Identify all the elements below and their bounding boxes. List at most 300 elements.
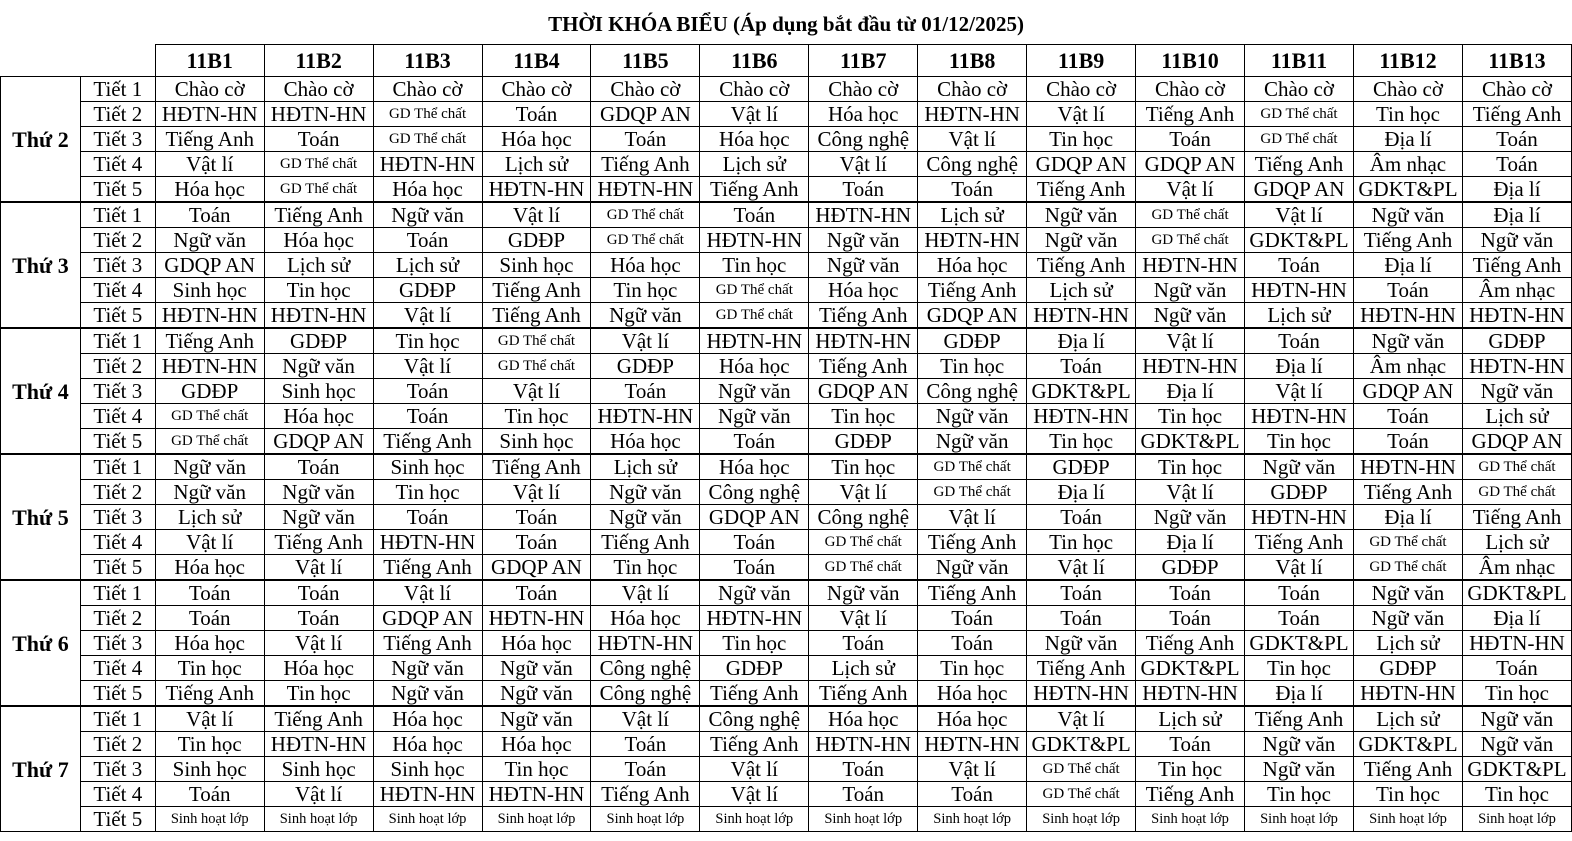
subject-cell: Lịch sử xyxy=(264,253,373,278)
subject-cell: Hóa học xyxy=(264,404,373,429)
period-label: Tiết 3 xyxy=(80,127,155,152)
subject-cell: HĐTN-HN xyxy=(1462,631,1571,656)
subject-cell: GD Thể chất xyxy=(373,102,482,127)
subject-cell: GDĐP xyxy=(918,328,1027,354)
subject-cell: Tin học xyxy=(1245,656,1354,681)
subject-cell: Ngữ văn xyxy=(809,228,918,253)
subject-cell: Ngữ văn xyxy=(1462,706,1571,732)
subject-cell: Ngữ văn xyxy=(918,555,1027,581)
subject-cell: HĐTN-HN xyxy=(1027,303,1136,329)
subject-cell: Ngữ văn xyxy=(1136,278,1245,303)
subject-cell: Ngữ văn xyxy=(264,354,373,379)
subject-cell: Sinh hoạt lớp xyxy=(1353,807,1462,832)
subject-cell: Hóa học xyxy=(809,706,918,732)
subject-cell: Hóa học xyxy=(155,631,264,656)
subject-cell: Sinh học xyxy=(264,379,373,404)
subject-cell: GDQP AN xyxy=(1353,379,1462,404)
subject-cell: Toán xyxy=(373,379,482,404)
subject-cell: GD Thể chất xyxy=(1462,454,1571,480)
subject-cell: Ngữ văn xyxy=(1245,732,1354,757)
subject-cell: Tin học xyxy=(373,328,482,354)
subject-cell: Tin học xyxy=(700,253,809,278)
subject-cell: GDQP AN xyxy=(700,505,809,530)
subject-cell: Lịch sử xyxy=(1353,706,1462,732)
subject-cell: Tin học xyxy=(373,480,482,505)
subject-cell: Tin học xyxy=(1462,782,1571,807)
subject-cell: GDĐP xyxy=(700,656,809,681)
subject-cell: Chào cờ xyxy=(1027,77,1136,102)
subject-cell: HĐTN-HN xyxy=(1462,303,1571,329)
subject-cell: Tiếng Anh xyxy=(918,580,1027,606)
class-header: 11B6 xyxy=(700,45,809,77)
subject-cell: Ngữ văn xyxy=(482,656,591,681)
class-header: 11B7 xyxy=(809,45,918,77)
subject-cell: Hóa học xyxy=(918,681,1027,707)
period-row xyxy=(1,480,1572,505)
subject-cell: Tin học xyxy=(264,681,373,707)
subject-cell: GD Thể chất xyxy=(1245,127,1354,152)
period-row xyxy=(1,379,1572,404)
subject-cell: Ngữ văn xyxy=(155,480,264,505)
subject-cell: HĐTN-HN xyxy=(155,303,264,329)
period-label: Tiết 1 xyxy=(80,202,155,228)
subject-cell: Tiếng Anh xyxy=(482,454,591,480)
subject-cell: Sinh hoạt lớp xyxy=(482,807,591,832)
subject-cell: GDKT&PL xyxy=(1353,732,1462,757)
subject-cell: Tin học xyxy=(918,354,1027,379)
subject-cell: Tiếng Anh xyxy=(700,177,809,203)
subject-cell: Địa lí xyxy=(1245,354,1354,379)
period-row xyxy=(1,606,1572,631)
subject-cell: Vật lí xyxy=(155,706,264,732)
subject-cell: Sinh học xyxy=(155,278,264,303)
subject-cell: Hóa học xyxy=(809,278,918,303)
subject-cell: Vật lí xyxy=(373,303,482,329)
subject-cell: GDQP AN xyxy=(1136,152,1245,177)
period-label: Tiết 1 xyxy=(80,580,155,606)
subject-cell: Tiếng Anh xyxy=(1136,102,1245,127)
subject-cell: GDKT&PL xyxy=(1136,429,1245,455)
subject-cell: HĐTN-HN xyxy=(1353,454,1462,480)
period-label: Tiết 1 xyxy=(80,328,155,354)
subject-cell: Tin học xyxy=(1136,757,1245,782)
subject-cell: Tiếng Anh xyxy=(264,706,373,732)
period-row xyxy=(1,505,1572,530)
subject-cell: Chào cờ xyxy=(1245,77,1354,102)
subject-cell: Lịch sử xyxy=(700,152,809,177)
subject-cell: Chào cờ xyxy=(918,77,1027,102)
day-label: Thứ 7 xyxy=(1,706,81,832)
subject-cell: Lịch sử xyxy=(591,454,700,480)
subject-cell: GDQP AN xyxy=(264,429,373,455)
subject-cell: Lịch sử xyxy=(1462,404,1571,429)
subject-cell: Toán xyxy=(1462,152,1571,177)
subject-cell: Tiếng Anh xyxy=(1027,177,1136,203)
subject-cell: Sinh hoạt lớp xyxy=(155,807,264,832)
subject-cell: Tiếng Anh xyxy=(1027,253,1136,278)
day-label: Thứ 3 xyxy=(1,202,81,328)
subject-cell: GDKT&PL xyxy=(1462,580,1571,606)
subject-cell: Hóa học xyxy=(591,253,700,278)
subject-cell: GD Thể chất xyxy=(1027,757,1136,782)
subject-cell: HĐTN-HN xyxy=(373,152,482,177)
period-row xyxy=(1,354,1572,379)
subject-cell: Ngữ văn xyxy=(155,228,264,253)
subject-cell: GD Thể chất xyxy=(809,530,918,555)
subject-cell: Vật lí xyxy=(1027,102,1136,127)
subject-cell: Tiếng Anh xyxy=(1353,757,1462,782)
period-row xyxy=(1,631,1572,656)
subject-cell: Sinh học xyxy=(482,253,591,278)
subject-cell: GD Thể chất xyxy=(155,429,264,455)
subject-cell: GDQP AN xyxy=(155,253,264,278)
subject-cell: GD Thể chất xyxy=(482,328,591,354)
subject-cell: Ngữ văn xyxy=(1353,580,1462,606)
subject-cell: Vật lí xyxy=(482,480,591,505)
subject-cell: GDKT&PL xyxy=(1245,228,1354,253)
period-label: Tiết 5 xyxy=(80,555,155,581)
subject-cell: Vật lí xyxy=(918,757,1027,782)
subject-cell: Vật lí xyxy=(264,555,373,581)
day-label: Thứ 4 xyxy=(1,328,81,454)
subject-cell: GDQP AN xyxy=(918,303,1027,329)
subject-cell: Lịch sử xyxy=(155,505,264,530)
class-header: 11B3 xyxy=(373,45,482,77)
subject-cell: Vật lí xyxy=(918,127,1027,152)
subject-cell: GDKT&PL xyxy=(1027,379,1136,404)
subject-cell: Lịch sử xyxy=(482,152,591,177)
period-label: Tiết 4 xyxy=(80,404,155,429)
subject-cell: HĐTN-HN xyxy=(482,177,591,203)
subject-cell: HĐTN-HN xyxy=(591,631,700,656)
subject-cell: Địa lí xyxy=(1462,177,1571,203)
subject-cell: Tin học xyxy=(809,454,918,480)
subject-cell: Toán xyxy=(591,127,700,152)
subject-cell: GD Thể chất xyxy=(918,454,1027,480)
subject-cell: Toán xyxy=(264,580,373,606)
subject-cell: Địa lí xyxy=(1462,606,1571,631)
subject-cell: Chào cờ xyxy=(155,77,264,102)
subject-cell: Tiếng Anh xyxy=(700,732,809,757)
subject-cell: Tin học xyxy=(155,732,264,757)
subject-cell: Hóa học xyxy=(373,177,482,203)
period-row xyxy=(1,102,1572,127)
subject-cell: HĐTN-HN xyxy=(155,354,264,379)
subject-cell: GDĐP xyxy=(591,354,700,379)
subject-cell: Vật lí xyxy=(700,102,809,127)
subject-cell: Tin học xyxy=(1027,127,1136,152)
subject-cell: Ngữ văn xyxy=(482,681,591,707)
subject-cell: Địa lí xyxy=(1136,530,1245,555)
subject-cell: Công nghệ xyxy=(809,505,918,530)
subject-cell: HĐTN-HN xyxy=(1136,681,1245,707)
period-row xyxy=(1,228,1572,253)
subject-cell: GD Thể chất xyxy=(1462,480,1571,505)
subject-cell: HĐTN-HN xyxy=(264,303,373,329)
subject-cell: Sinh học xyxy=(264,757,373,782)
period-row xyxy=(1,152,1572,177)
period-label: Tiết 5 xyxy=(80,429,155,455)
page-title: THỜI KHÓA BIỂU (Áp dụng bắt đầu từ 01/12/2025) xyxy=(548,12,1024,36)
subject-cell: GD Thể chất xyxy=(264,177,373,203)
subject-cell: Toán xyxy=(482,505,591,530)
subject-cell: Tin học xyxy=(1136,454,1245,480)
day-label: Thứ 5 xyxy=(1,454,81,580)
subject-cell: Vật lí xyxy=(700,757,809,782)
period-label: Tiết 2 xyxy=(80,228,155,253)
subject-cell: Tiếng Anh xyxy=(591,530,700,555)
subject-cell: Công nghệ xyxy=(591,656,700,681)
subject-cell: Toán xyxy=(591,757,700,782)
period-label: Tiết 4 xyxy=(80,152,155,177)
subject-cell: Sinh học xyxy=(482,429,591,455)
subject-cell: GD Thể chất xyxy=(482,354,591,379)
subject-cell: Tiếng Anh xyxy=(373,631,482,656)
subject-cell: Vật lí xyxy=(1136,328,1245,354)
subject-cell: Công nghệ xyxy=(700,480,809,505)
subject-cell: HĐTN-HN xyxy=(809,328,918,354)
class-header: 11B1 xyxy=(155,45,264,77)
subject-cell: GDĐP xyxy=(482,228,591,253)
subject-cell: Tiếng Anh xyxy=(1027,656,1136,681)
subject-cell: Địa lí xyxy=(1353,253,1462,278)
subject-cell: Chào cờ xyxy=(700,77,809,102)
subject-cell: Toán xyxy=(591,379,700,404)
subject-cell: Ngữ văn xyxy=(700,404,809,429)
period-label: Tiết 2 xyxy=(80,102,155,127)
subject-cell: Hóa học xyxy=(918,253,1027,278)
subject-cell: Ngữ văn xyxy=(1245,454,1354,480)
subject-cell: Âm nhạc xyxy=(1353,354,1462,379)
subject-cell: GDĐP xyxy=(373,278,482,303)
subject-cell: Tin học xyxy=(264,278,373,303)
subject-cell: GD Thể chất xyxy=(918,480,1027,505)
subject-cell: HĐTN-HN xyxy=(591,177,700,203)
subject-cell: Vật lí xyxy=(809,152,918,177)
subject-cell: Lịch sử xyxy=(809,656,918,681)
period-row xyxy=(1,404,1572,429)
period-label: Tiết 2 xyxy=(80,480,155,505)
subject-cell: Toán xyxy=(1027,505,1136,530)
period-row xyxy=(1,530,1572,555)
subject-cell: Toán xyxy=(373,228,482,253)
subject-cell: GD Thể chất xyxy=(700,303,809,329)
subject-cell: Hóa học xyxy=(373,732,482,757)
subject-cell: Sinh hoạt lớp xyxy=(1245,807,1354,832)
subject-cell: HĐTN-HN xyxy=(700,606,809,631)
subject-cell: Ngữ văn xyxy=(591,480,700,505)
subject-cell: HĐTN-HN xyxy=(1245,278,1354,303)
subject-cell: Tiếng Anh xyxy=(155,328,264,354)
period-label: Tiết 5 xyxy=(80,681,155,707)
subject-cell: HĐTN-HN xyxy=(482,606,591,631)
subject-cell: GDQP AN xyxy=(591,102,700,127)
subject-cell: Tin học xyxy=(1245,782,1354,807)
subject-cell: HĐTN-HN xyxy=(809,202,918,228)
subject-cell: Ngữ văn xyxy=(482,706,591,732)
subject-cell: Toán xyxy=(918,631,1027,656)
subject-cell: GDĐP xyxy=(264,328,373,354)
period-row xyxy=(1,177,1572,203)
subject-cell: Tiếng Anh xyxy=(1245,152,1354,177)
subject-cell: Vật lí xyxy=(373,580,482,606)
subject-cell: Địa lí xyxy=(1136,379,1245,404)
subject-cell: Sinh hoạt lớp xyxy=(591,807,700,832)
subject-cell: Toán xyxy=(918,177,1027,203)
subject-cell: Sinh hoạt lớp xyxy=(373,807,482,832)
subject-cell: Công nghệ xyxy=(700,706,809,732)
subject-cell: HĐTN-HN xyxy=(373,782,482,807)
subject-cell: Ngữ văn xyxy=(155,454,264,480)
period-row xyxy=(1,580,1572,606)
subject-cell: GDKT&PL xyxy=(1027,732,1136,757)
subject-cell: HĐTN-HN xyxy=(1027,681,1136,707)
subject-cell: Toán xyxy=(1245,253,1354,278)
subject-cell: Toán xyxy=(591,732,700,757)
period-label: Tiết 3 xyxy=(80,379,155,404)
subject-cell: Ngữ văn xyxy=(700,379,809,404)
subject-cell: Toán xyxy=(1027,580,1136,606)
subject-cell: Sinh hoạt lớp xyxy=(918,807,1027,832)
subject-cell: Ngữ văn xyxy=(918,404,1027,429)
subject-cell: Tiếng Anh xyxy=(1136,782,1245,807)
subject-cell: Toán xyxy=(1245,606,1354,631)
subject-cell: HĐTN-HN xyxy=(918,102,1027,127)
subject-cell: Toán xyxy=(264,454,373,480)
subject-cell: Toán xyxy=(809,757,918,782)
subject-cell: Toán xyxy=(1353,429,1462,455)
subject-cell: Tiếng Anh xyxy=(155,127,264,152)
subject-cell: Chào cờ xyxy=(1136,77,1245,102)
period-row xyxy=(1,253,1572,278)
subject-cell: Sinh hoạt lớp xyxy=(264,807,373,832)
subject-cell: Toán xyxy=(373,404,482,429)
period-label: Tiết 1 xyxy=(80,77,155,102)
subject-cell: Ngữ văn xyxy=(1353,328,1462,354)
subject-cell: Tiếng Anh xyxy=(809,303,918,329)
subject-cell: Tiếng Anh xyxy=(591,782,700,807)
subject-cell: Ngữ văn xyxy=(1462,732,1571,757)
class-header: 11B9 xyxy=(1027,45,1136,77)
subject-cell: Vật lí xyxy=(809,606,918,631)
subject-cell: Sinh hoạt lớp xyxy=(1027,807,1136,832)
subject-cell: Ngữ văn xyxy=(809,580,918,606)
subject-cell: Chào cờ xyxy=(809,77,918,102)
subject-cell: Lịch sử xyxy=(1136,706,1245,732)
period-row xyxy=(1,706,1572,732)
subject-cell: Tiếng Anh xyxy=(1353,480,1462,505)
subject-cell: Vật lí xyxy=(482,202,591,228)
subject-cell: GD Thể chất xyxy=(1245,102,1354,127)
class-header: 11B11 xyxy=(1245,45,1354,77)
subject-cell: Lịch sử xyxy=(918,202,1027,228)
subject-cell: Vật lí xyxy=(155,152,264,177)
period-row xyxy=(1,807,1572,832)
subject-cell: HĐTN-HN xyxy=(591,404,700,429)
subject-cell: Toán xyxy=(155,202,264,228)
subject-cell: Toán xyxy=(155,606,264,631)
subject-cell: Hóa học xyxy=(809,102,918,127)
subject-cell: Hóa học xyxy=(700,127,809,152)
period-label: Tiết 5 xyxy=(80,177,155,203)
subject-cell: Chào cờ xyxy=(591,77,700,102)
period-label: Tiết 3 xyxy=(80,505,155,530)
subject-cell: Âm nhạc xyxy=(1462,555,1571,581)
subject-cell: Chào cờ xyxy=(1462,77,1571,102)
subject-cell: GDĐP xyxy=(1245,480,1354,505)
subject-cell: HĐTN-HN xyxy=(918,732,1027,757)
subject-cell: HĐTN-HN xyxy=(264,102,373,127)
subject-cell: HĐTN-HN xyxy=(1136,253,1245,278)
subject-cell: Hóa học xyxy=(264,656,373,681)
subject-cell: Tiếng Anh xyxy=(482,303,591,329)
day-label: Thứ 6 xyxy=(1,580,81,706)
subject-cell: HĐTN-HN xyxy=(264,732,373,757)
corner-cell xyxy=(1,45,156,77)
class-header: 11B13 xyxy=(1462,45,1571,77)
subject-cell: Toán xyxy=(155,580,264,606)
subject-cell: GDKT&PL xyxy=(1353,177,1462,203)
period-label: Tiết 2 xyxy=(80,606,155,631)
subject-cell: Toán xyxy=(482,530,591,555)
subject-cell: GDKT&PL xyxy=(1245,631,1354,656)
subject-cell: Tiếng Anh xyxy=(700,681,809,707)
subject-cell: Địa lí xyxy=(1353,127,1462,152)
subject-cell: Toán xyxy=(700,555,809,581)
subject-cell: GDĐP xyxy=(1027,454,1136,480)
subject-cell: Tiếng Anh xyxy=(1353,228,1462,253)
subject-cell: Toán xyxy=(1245,328,1354,354)
subject-cell: Ngữ văn xyxy=(1027,631,1136,656)
subject-cell: Vật lí xyxy=(264,631,373,656)
subject-cell: HĐTN-HN xyxy=(155,102,264,127)
subject-cell: Vật lí xyxy=(1136,480,1245,505)
period-row xyxy=(1,328,1572,354)
subject-cell: HĐTN-HN xyxy=(1353,303,1462,329)
subject-cell: Toán xyxy=(1353,278,1462,303)
period-label: Tiết 3 xyxy=(80,631,155,656)
period-label: Tiết 3 xyxy=(80,253,155,278)
subject-cell: Vật lí xyxy=(591,706,700,732)
period-row xyxy=(1,429,1572,455)
subject-cell: Tiếng Anh xyxy=(373,555,482,581)
subject-cell: Công nghệ xyxy=(918,379,1027,404)
subject-cell: HĐTN-HN xyxy=(1462,354,1571,379)
subject-cell: Vật lí xyxy=(918,505,1027,530)
timetable-body xyxy=(1,77,1572,832)
subject-cell: Hóa học xyxy=(591,429,700,455)
subject-cell: HĐTN-HN xyxy=(1353,681,1462,707)
subject-cell: Tiếng Anh xyxy=(918,530,1027,555)
subject-cell: Hóa học xyxy=(700,354,809,379)
subject-cell: Tin học xyxy=(1027,429,1136,455)
subject-cell: Tin học xyxy=(1245,429,1354,455)
period-row xyxy=(1,757,1572,782)
subject-cell: GDĐP xyxy=(809,429,918,455)
subject-cell: Sinh hoạt lớp xyxy=(700,807,809,832)
subject-cell: GD Thể chất xyxy=(1353,530,1462,555)
subject-cell: Toán xyxy=(809,177,918,203)
subject-cell: GD Thể chất xyxy=(591,202,700,228)
class-header: 11B5 xyxy=(591,45,700,77)
subject-cell: GDKT&PL xyxy=(1462,757,1571,782)
period-row xyxy=(1,202,1572,228)
period-label: Tiết 1 xyxy=(80,454,155,480)
subject-cell: Toán xyxy=(264,606,373,631)
subject-cell: Toán xyxy=(1462,656,1571,681)
subject-cell: GD Thể chất xyxy=(155,404,264,429)
subject-cell: Địa lí xyxy=(1245,681,1354,707)
